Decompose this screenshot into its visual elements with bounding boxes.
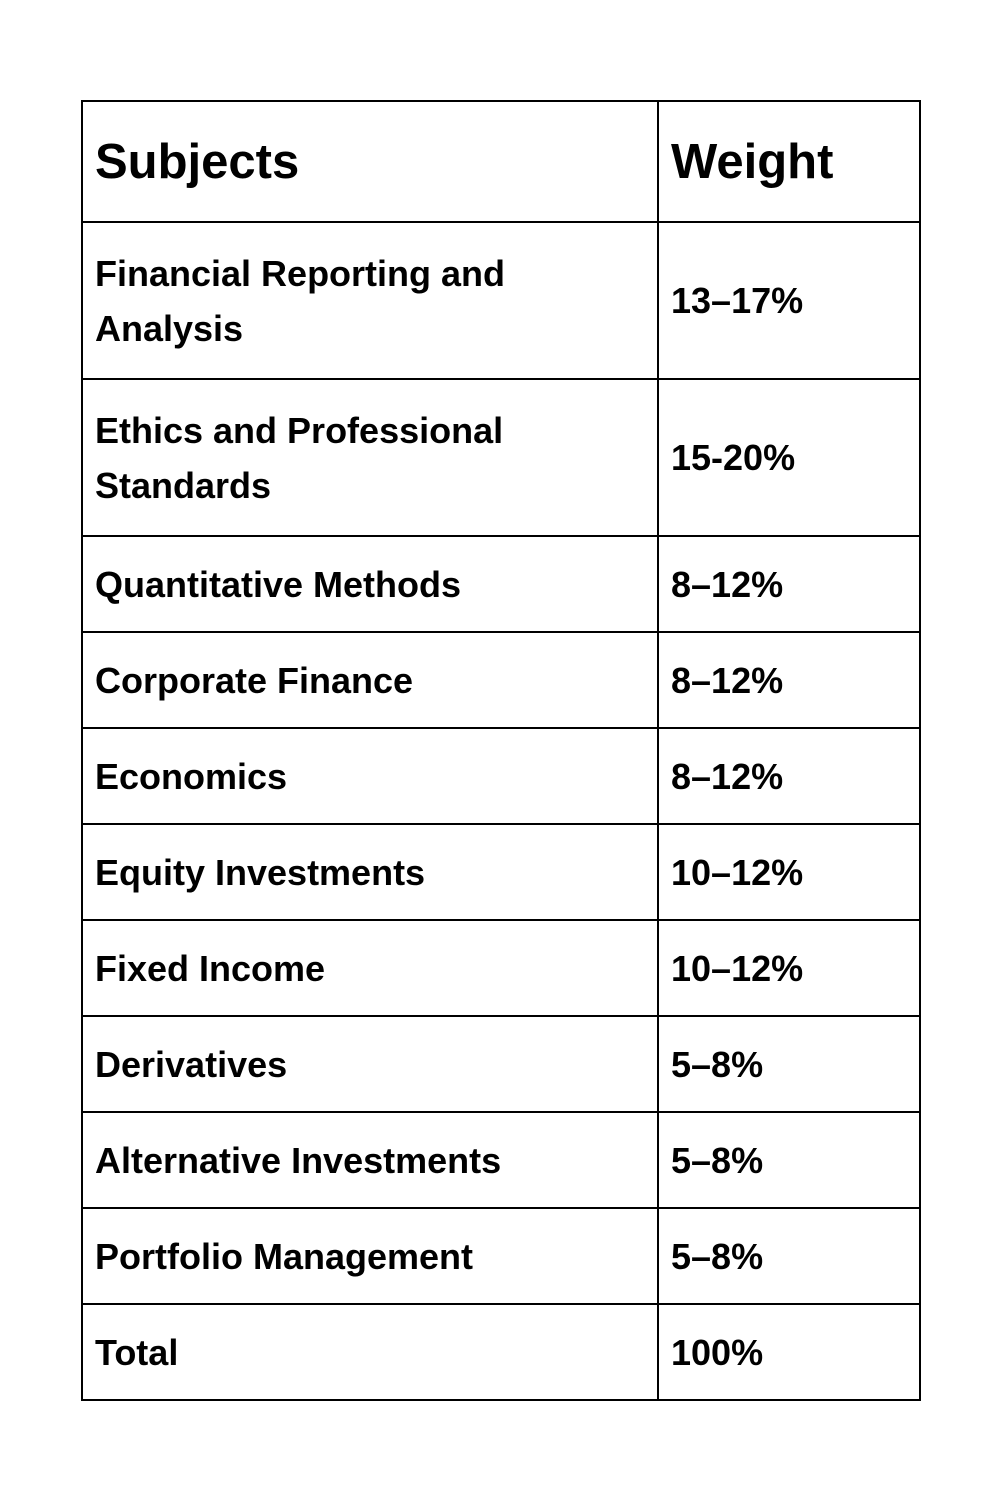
- table-row: [82, 1016, 920, 1112]
- weight-cell: 5–8%: [658, 1208, 920, 1304]
- subject-cell: Portfolio Management: [82, 1208, 658, 1304]
- table-row: [82, 728, 920, 824]
- subject-cell: Fixed Income: [82, 920, 658, 1016]
- subject-cell: Quantitative Methods: [82, 536, 658, 632]
- table-row: [82, 632, 920, 728]
- weight-cell: 10–12%: [658, 824, 920, 920]
- total-weight-cell: 100%: [658, 1304, 920, 1400]
- table-row: [82, 536, 920, 632]
- subject-cell: Financial Reporting and Analysis: [82, 222, 658, 379]
- subject-cell: Derivatives: [82, 1016, 658, 1112]
- table-row: [82, 920, 920, 1016]
- table-row: [82, 222, 920, 379]
- table-row: [82, 379, 920, 536]
- weight-cell: 8–12%: [658, 632, 920, 728]
- header-subjects: Subjects: [82, 101, 658, 222]
- subject-cell: Alternative Investments: [82, 1112, 658, 1208]
- subject-cell: Ethics and Professional Standards: [82, 379, 658, 536]
- subject-weights-table: [81, 100, 921, 1401]
- table-row-total: [82, 1304, 920, 1400]
- weight-cell: 13–17%: [658, 222, 920, 379]
- total-label-cell: Total: [82, 1304, 658, 1400]
- table-row: [82, 1208, 920, 1304]
- table-row: [82, 1112, 920, 1208]
- subject-cell: Equity Investments: [82, 824, 658, 920]
- header-weight: Weight: [658, 101, 920, 222]
- weight-cell: 8–12%: [658, 536, 920, 632]
- weight-cell: 5–8%: [658, 1112, 920, 1208]
- table-header-row: [82, 101, 920, 222]
- weight-cell: 10–12%: [658, 920, 920, 1016]
- weight-cell: 5–8%: [658, 1016, 920, 1112]
- weight-cell: 15-20%: [658, 379, 920, 536]
- subject-cell: Corporate Finance: [82, 632, 658, 728]
- table-row: [82, 824, 920, 920]
- weight-cell: 8–12%: [658, 728, 920, 824]
- subject-cell: Economics: [82, 728, 658, 824]
